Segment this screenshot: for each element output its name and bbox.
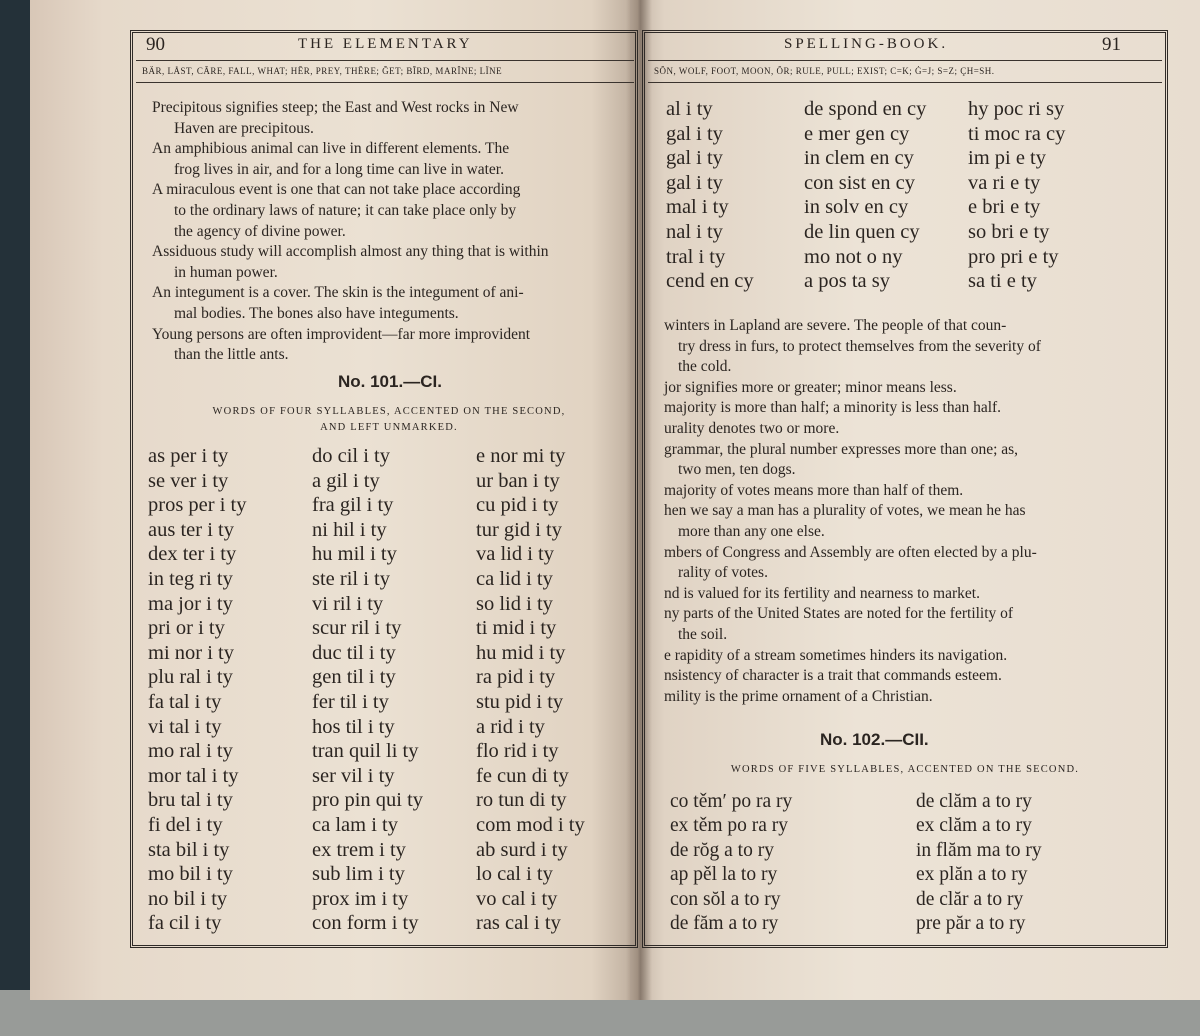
right-word-column-1	[666, 97, 754, 294]
sentence-line: jor signifies more or greater; minor means less.	[664, 378, 957, 396]
spelling-word: vi ril i ty	[312, 592, 384, 615]
spelling-word: al i ty	[666, 98, 713, 120]
spelling-word: tran quil li ty	[312, 740, 419, 763]
spelling-word: plu ral i ty	[148, 666, 233, 689]
spelling-word: de clăm a to ry	[916, 791, 1032, 812]
right-running-head: SPELLING-BOOK.	[784, 36, 949, 52]
spelling-word: gen til i ty	[312, 666, 396, 689]
spelling-word: ni hil i ty	[312, 518, 387, 541]
spelling-word: mi nor i ty	[148, 641, 234, 664]
spelling-word: pro pin qui ty	[312, 789, 424, 812]
spelling-word: ca lid i ty	[476, 567, 553, 590]
spelling-word: nal i ty	[666, 220, 723, 243]
spelling-word: ap pěl la to ry	[670, 864, 778, 886]
spelling-word: hy poc ri sy	[968, 98, 1065, 120]
left-definitions	[152, 98, 630, 366]
definition-line: A miraculous event is one that can not take place according	[152, 181, 521, 199]
definition-line: than the little ants.	[174, 346, 289, 364]
spelling-word: mor tal i ty	[148, 764, 239, 787]
spelling-word: sa ti e ty	[968, 270, 1037, 293]
left-running-head: THE ELEMENTARY	[298, 36, 473, 52]
spelling-word: fi del i ty	[148, 813, 223, 836]
spelling-word: ser vil i ty	[312, 764, 395, 787]
definition-line: An amphibious animal can live in different elements. The	[152, 140, 510, 158]
spelling-word: pre păr a to ry	[916, 912, 1026, 934]
spelling-word: de spond en cy	[804, 98, 927, 120]
spelling-word: mo bil i ty	[148, 863, 233, 886]
spelling-word: gal i ty	[666, 122, 723, 145]
right-page-number: 91	[1102, 34, 1121, 55]
sentence-line: ny parts of the United States are noted for the fertility of	[664, 605, 1014, 623]
lesson-102-subtitle: WORDS OF FIVE SYLLABLES, ACCENTED ON THE SECOND.	[730, 764, 1080, 775]
spelling-word: se ver i ty	[148, 469, 229, 492]
spelling-word: hos til i ty	[312, 715, 395, 738]
spelling-word: tral i ty	[666, 245, 726, 268]
sentence-line: grammar, the plural number expresses more than one; as,	[664, 440, 1019, 458]
spelling-word: a rid i ty	[476, 715, 545, 738]
lesson-101-subtitle-line2: AND LEFT UNMARKED.	[320, 422, 458, 433]
spelling-word: de făm a to ry	[670, 912, 779, 934]
spelling-word: con sŏl a to ry	[670, 888, 781, 910]
spelling-word: sta bil i ty	[148, 838, 230, 861]
spelling-word: ra pid i ty	[476, 666, 556, 689]
spelling-word: sub lim i ty	[312, 863, 405, 886]
spelling-word: no bil i ty	[148, 887, 228, 910]
sentence-line: nsistency of character is a trait that commands esteem.	[664, 667, 1002, 685]
spelling-word: in solv en cy	[804, 196, 909, 219]
right-word-column-3	[968, 97, 1065, 294]
sentence-line: the cold.	[678, 358, 732, 376]
sentence-line: nd is valued for its fertility and nearness to market.	[664, 584, 980, 602]
spelling-word: ste ril i ty	[312, 567, 391, 590]
spelling-word: so bri e ty	[968, 220, 1050, 243]
spelling-word: ur ban i ty	[476, 469, 560, 492]
spelling-word: a pos ta sy	[804, 270, 890, 293]
spelling-word: fe cun di ty	[476, 764, 569, 787]
spelling-word: co těm′ po ra ry	[670, 791, 793, 812]
spelling-word: ti moc ra cy	[968, 122, 1066, 145]
word-column-2	[312, 444, 423, 936]
definition-line: Young persons are often improvident—far more improvident	[152, 325, 531, 343]
right-pronunciation-key: SÔN, WOLF, FOOT, MOON, ÔR; RULE, PULL; EXIST; C=K; Ġ=J; S=Z; ÇH=SH.	[654, 66, 995, 76]
spelling-word: fa cil i ty	[148, 912, 222, 935]
right-sentences	[664, 316, 1164, 707]
spelling-word: ex trem i ty	[312, 838, 406, 861]
spelling-word: vo cal i ty	[476, 887, 558, 910]
sentence-line: urality denotes two or more.	[664, 419, 840, 437]
spelling-word: scur ril i ty	[312, 617, 402, 640]
spelling-word: va lid i ty	[476, 543, 555, 566]
spelling-word: mo ral i ty	[148, 740, 233, 763]
spelling-word: mo not o ny	[804, 245, 903, 268]
spelling-word: so lid i ty	[476, 592, 553, 615]
lesson-101-subtitle	[146, 404, 632, 436]
header-rule	[648, 60, 1162, 61]
spelling-word: vi tal i ty	[148, 715, 222, 738]
definition-line: in human power.	[174, 263, 278, 281]
sentence-line: mbers of Congress and Assembly are often elected by a plu-	[664, 543, 1037, 561]
spelling-word: fa tal i ty	[148, 690, 222, 713]
spelling-word: fer til i ty	[312, 690, 389, 713]
spelling-word: ex plăn a to ry	[916, 864, 1028, 886]
spelling-word: gal i ty	[666, 147, 723, 170]
definition-line: to the ordinary laws of nature; it can take place only by	[174, 201, 517, 219]
sentence-line: mility is the prime ornament of a Christian.	[664, 687, 933, 705]
definition-line: An integument is a cover. The skin is the integument of ani-	[152, 284, 524, 302]
spelling-word: e mer gen cy	[804, 122, 910, 145]
open-book	[30, 0, 1200, 1000]
spelling-word: aus ter i ty	[148, 518, 234, 541]
spelling-word: e bri e ty	[968, 196, 1041, 219]
spelling-word: bru tal i ty	[148, 789, 233, 812]
spelling-word: do cil i ty	[312, 445, 391, 467]
lesson-101-title: No. 101.—CI.	[338, 372, 442, 391]
sentence-line: the soil.	[678, 625, 728, 643]
spelling-word: pro pri e ty	[968, 245, 1059, 268]
lesson-101-subtitle-line1: WORDS OF FOUR SYLLABLES, ACCENTED ON THE SECOND,	[212, 406, 566, 417]
word-column-1	[148, 444, 247, 936]
sentence-line: rality of votes.	[678, 564, 768, 582]
spelling-word: ab surd i ty	[476, 838, 568, 861]
sentence-line: e rapidity of a stream sometimes hinders its navigation.	[664, 646, 1008, 664]
spelling-word: hu mil i ty	[312, 543, 397, 566]
sentence-line: try dress in furs, to protect themselves from the severity of	[678, 337, 1041, 355]
spelling-word: pros per i ty	[148, 494, 247, 517]
sentence-line: more than any one else.	[678, 522, 825, 540]
spelling-word: ti mid i ty	[476, 617, 557, 640]
definition-line: Assiduous study will accomplish almost any thing that is within	[152, 243, 549, 261]
spelling-word: stu pid i ty	[476, 690, 564, 713]
spelling-word: in flăm ma to ry	[916, 839, 1042, 861]
header-rule	[136, 60, 634, 61]
spelling-word: gal i ty	[666, 171, 723, 194]
key-rule	[648, 82, 1162, 83]
spelling-word: lo cal i ty	[476, 863, 553, 886]
spelling-word: tur gid i ty	[476, 518, 562, 541]
spelling-word: a gil i ty	[312, 469, 380, 492]
spelling-word: cu pid i ty	[476, 494, 559, 517]
spelling-word: flo rid i ty	[476, 740, 559, 763]
spelling-word: de rŏg a to ry	[670, 839, 774, 861]
spelling-word: ex těm po ra ry	[670, 815, 789, 837]
right-word-column-2	[804, 97, 926, 294]
spelling-word: as per i ty	[148, 445, 229, 467]
spelling-word: ma jor i ty	[148, 592, 233, 615]
spelling-word: ex clăm a to ry	[916, 815, 1032, 837]
definition-line: Haven are precipitous.	[174, 119, 314, 137]
spelling-word: ca lam i ty	[312, 813, 398, 836]
spelling-word: im pi e ty	[968, 147, 1047, 170]
sentence-line: majority is more than half; a minority is less than half.	[664, 399, 1002, 417]
spelling-word: pri or i ty	[148, 617, 225, 640]
left-pronunciation-key: BÄR, LÅST, CÂRE, FALL, WHAT; HÊR, PREY, THÊRE; ĞET; BÎRD, MARÎNE; LÏNE	[142, 66, 503, 76]
spelling-word: in clem en cy	[804, 147, 914, 170]
left-page-number: 90	[146, 34, 165, 55]
definition-line: Precipitous signifies steep; the East and West rocks in New	[152, 99, 519, 116]
spelling-word: con form i ty	[312, 912, 419, 935]
spelling-word: ro tun di ty	[476, 789, 567, 812]
spelling-word: de lin quen cy	[804, 220, 920, 243]
spelling-word: mal i ty	[666, 196, 729, 219]
spelling-word: va ri e ty	[968, 171, 1041, 194]
spelling-word: de clăr a to ry	[916, 888, 1024, 910]
spelling-word: duc til i ty	[312, 641, 396, 664]
sentence-line: hen we say a man has a plurality of votes, we mean he has	[664, 502, 1026, 520]
five-syllable-column-1	[670, 790, 792, 936]
spelling-word: hu mid i ty	[476, 641, 566, 664]
spelling-word: e nor mi ty	[476, 445, 566, 467]
definition-line: frog lives in air, and for a long time can live in water.	[174, 160, 504, 178]
definition-line: mal bodies. The bones also have integuments.	[174, 304, 459, 322]
spelling-word: dex ter i ty	[148, 543, 237, 566]
spelling-word: in teg ri ty	[148, 567, 233, 590]
key-rule	[136, 82, 634, 83]
five-syllable-column-2	[916, 790, 1042, 936]
spelling-word: con sist en cy	[804, 171, 916, 194]
definition-line: the agency of divine power.	[174, 222, 346, 240]
spelling-word: prox im i ty	[312, 887, 409, 910]
sentence-line: majority of votes means more than half of them.	[664, 481, 964, 499]
sentence-line: two men, ten dogs.	[678, 461, 796, 479]
spelling-word: com mod i ty	[476, 813, 585, 836]
spelling-word: cend en cy	[666, 270, 754, 293]
spelling-word: fra gil i ty	[312, 494, 394, 517]
lesson-102-title: No. 102.—CII.	[820, 730, 929, 749]
sentence-line: winters in Lapland are severe. The people of that coun-	[664, 317, 1007, 334]
spelling-word: ras cal i ty	[476, 912, 561, 935]
word-column-3	[476, 444, 585, 936]
